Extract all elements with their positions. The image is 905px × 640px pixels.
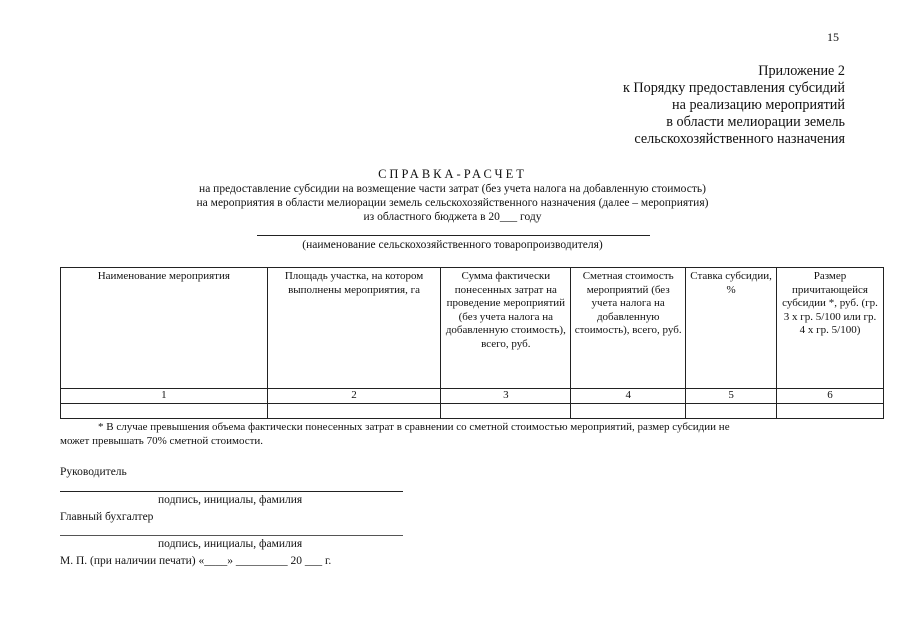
table-cell — [686, 403, 777, 418]
table-header-cell: Сметная стоимость мероприятий (без учета налога на добавленную стоимость), всего, руб. — [571, 268, 686, 389]
footnote-line: * В случае превышения объема фактически понесенных затрат в сравнении со сметной стоимостью мероприятий, размер субсидии не — [98, 421, 730, 433]
column-number-cell: 1 — [61, 389, 268, 404]
table-column-numbers-row — [61, 389, 884, 404]
column-number-cell: 5 — [686, 389, 777, 404]
table-cell — [571, 403, 686, 418]
calculation-table — [60, 267, 884, 419]
title-subline: на предоставление субсидии на возмещение части затрат (без учета налога на добавленную стоимость) — [199, 183, 706, 195]
table-header-cell: Ставка субсидии, % — [686, 268, 777, 389]
accountant-signature-caption: подпись, инициалы, фамилия — [158, 538, 303, 550]
producer-caption: (наименование сельскохозяйственного товаропроизводителя) — [302, 239, 603, 251]
accountant-signature-line — [60, 535, 403, 536]
table-header-cell: Сумма фактически понесенных затрат на проведение мероприятий (без учета налога на добавленную стоимость), всего, руб. — [441, 268, 571, 389]
document-title-block — [0, 167, 905, 224]
appendix-line: к Порядку предоставления субсидий — [622, 80, 845, 96]
table-cell — [267, 403, 441, 418]
head-signature-caption: подпись, инициалы, фамилия — [158, 494, 303, 506]
table-row — [61, 403, 884, 418]
head-label: Руководитель — [60, 466, 127, 478]
table-header-row — [61, 268, 884, 389]
appendix-line: Приложение 2 — [758, 63, 845, 79]
table-header-cell: Размер причитающейся субсидии *, руб. (гр. 3 х гр. 5/100 или гр. 4 х гр. 5/100) — [777, 268, 884, 389]
document-title: СПРАВКА-РАСЧЕТ — [378, 167, 527, 181]
appendix-header — [623, 63, 845, 148]
column-number-cell: 2 — [267, 389, 441, 404]
page-number: 15 — [827, 30, 839, 44]
head-signature-line — [60, 491, 403, 492]
producer-name-line — [257, 235, 650, 236]
appendix-line: в области мелиорации земель — [666, 114, 845, 130]
accountant-label: Главный бухгалтер — [60, 511, 154, 523]
table-header-cell: Площадь участка, на котором выполнены мероприятия, га — [267, 268, 441, 389]
column-number-cell: 4 — [571, 389, 686, 404]
column-number-cell: 6 — [777, 389, 884, 404]
footnote-line: может превышать 70% сметной стоимости. — [60, 435, 264, 447]
table-cell — [777, 403, 884, 418]
stamp-date-line: М. П. (при наличии печати) «____» _________ 20 ___ г. — [60, 555, 332, 567]
title-subline: из областного бюджета в 20___ году — [363, 211, 542, 223]
table-cell — [441, 403, 571, 418]
table-header-cell: Наименование мероприятия — [61, 268, 268, 389]
appendix-line: на реализацию мероприятий — [672, 97, 845, 113]
table-cell — [61, 403, 268, 418]
column-number-cell: 3 — [441, 389, 571, 404]
footnote — [60, 420, 860, 448]
appendix-line: сельскохозяйственного назначения — [634, 131, 845, 147]
title-subline: на мероприятия в области мелиорации земель сельскохозяйственного назначения (далее – мероприятия) — [196, 197, 709, 209]
